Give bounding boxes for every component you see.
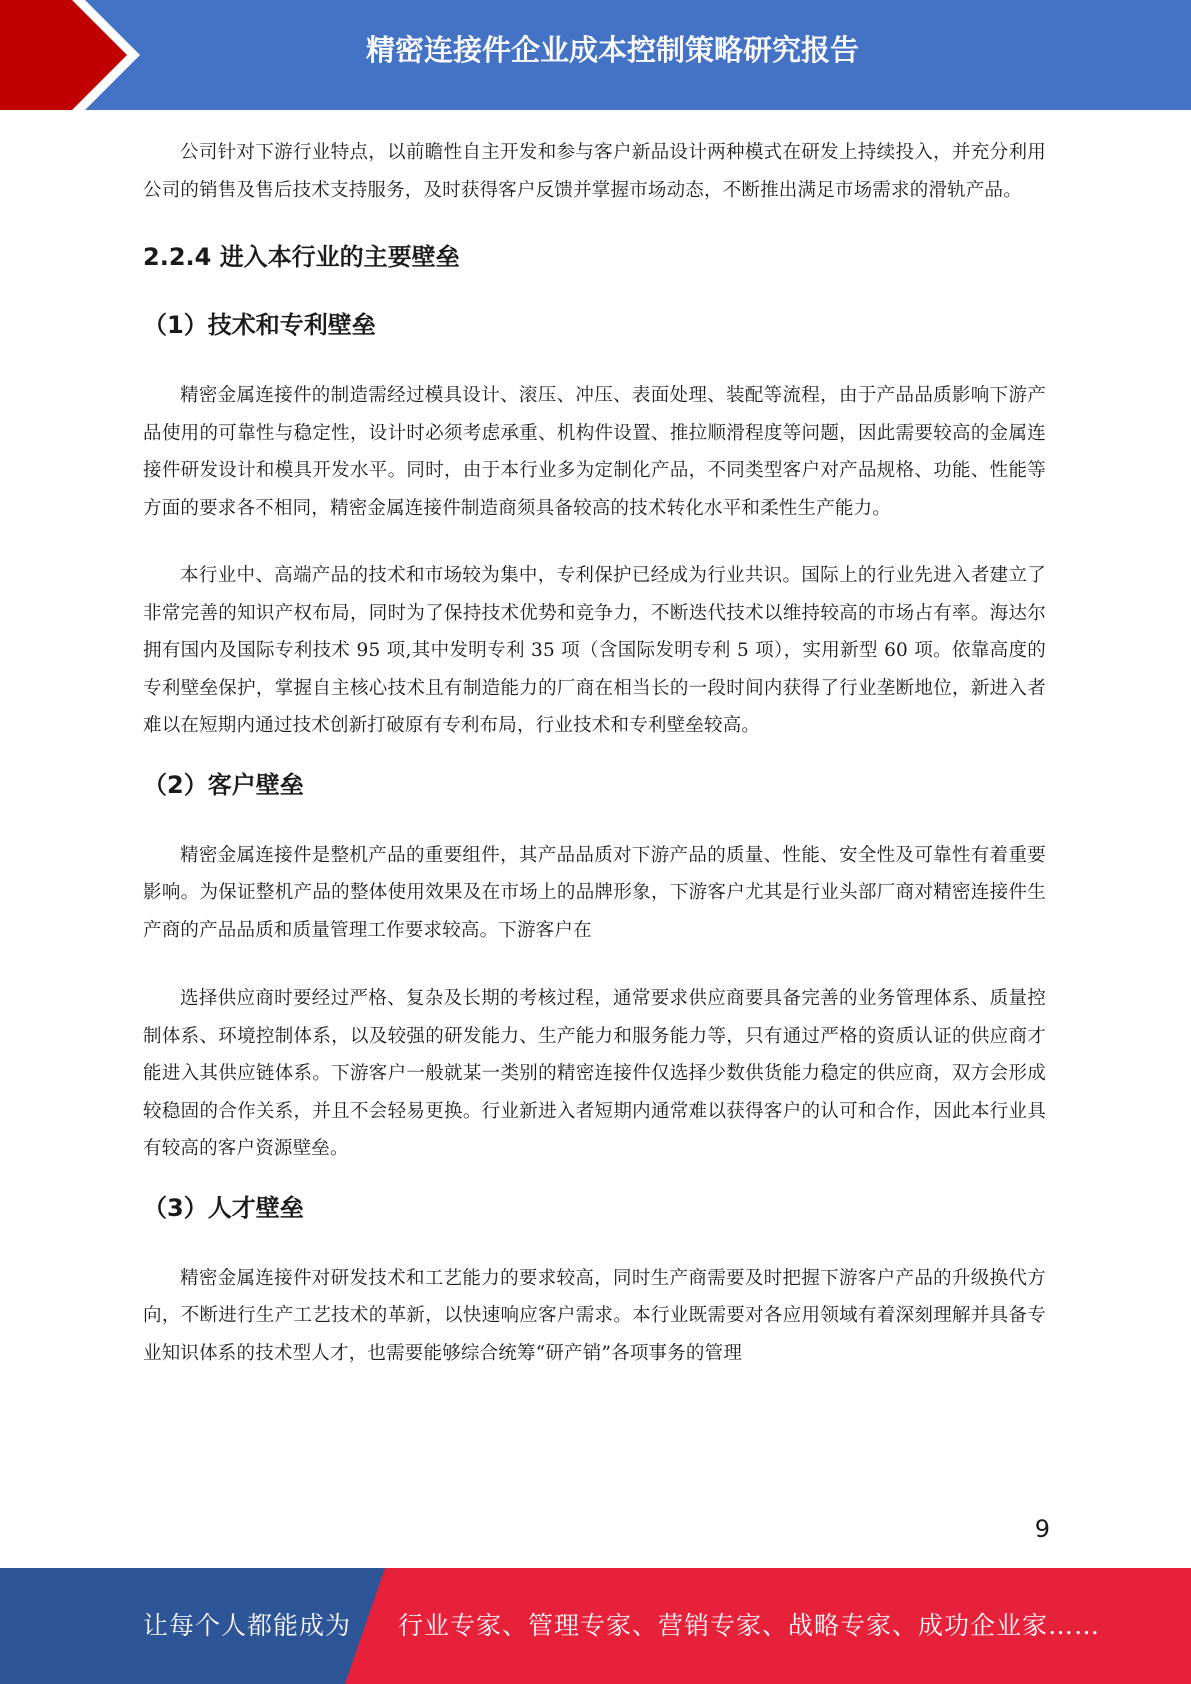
report-title: 精密连接件企业成本控制策略研究报告 <box>365 33 859 67</box>
footer-slogan-left: 让每个人都能成为 <box>143 1611 352 1640</box>
section-heading: 2.2.4 进入本行业的主要壁垒 <box>143 243 460 271</box>
footer-band <box>0 1568 1191 1684</box>
subsection-heading-customer: （2）客户壁垒 <box>143 770 304 799</box>
intro-paragraph: 公司针对下游行业特点，以前瞻性自主开发和参与客户新品设计两种模式在研发上持续投入，并充分利用公司的销售及售后技术支持服务，及时获得客户反馈并掌握市场动态，不断推出满足市场需求的滑轨产品。 <box>143 142 1046 201</box>
customer-paragraph-2: 选择供应商时要经过严格、复杂及长期的考核过程，通常要求供应商要具备完善的业务管理体系、质量控制体系、环境控制体系，以及较强的研发能力、生产能力和服务能力等，只有通过严格的资质认证的供应商才能进入其供应链体系。下游客户一般就某一类别的精密连接件仅选择少数供货能力稳定的供应商，双方会形成较稳固的合作关系，并且不会轻易更换。行业新进入者短期内通常难以获得客户的认可和合作，因此本行业具有较高的客户资源壁垒。 <box>143 988 1046 1159</box>
page-content <box>143 134 1046 1372</box>
page-number: 9 <box>1034 1515 1050 1543</box>
tech-patent-paragraph-1: 精密金属连接件的制造需经过模具设计、滚压、冲压、表面处理、装配等流程，由于产品品质影响下游产品使用的可靠性与稳定性，设计时必须考虑承重、机构件设置、推拉顺滑程度等问题，因此需要较高的金属连接件研发设计和模具开发水平。同时，由于本行业多为定制化产品，不同类型客户对产品规格、功能、性能等方面的要求各不相同，精密金属连接件制造商须具备较高的技术转化水平和柔性生产能力。 <box>143 385 1046 519</box>
tech-patent-paragraph-2: 本行业中、高端产品的技术和市场较为集中，专利保护已经成为行业共识。国际上的行业先进入者建立了非常完善的知识产权布局，同时为了保持技术优势和竞争力，不断迭代技术以维持较高的市场占有率。海达尔拥有国内及国际专利技术 95 项,其中发明专利 35 项（含国际发明专利 5 项），实用新型 60 项。依靠高度的专利壁垒保护，掌握自主核心技术且有制造能力的厂商在相当长的一段时间内获得了行业垄断地位，新进入者难以在短期内通过技术创新打破原有专利布局，行业技术和专利壁垒较高。 <box>143 565 1046 736</box>
header-band <box>0 0 1191 110</box>
footer-slogan-right: 行业专家、管理专家、营销专家、战略专家、成功企业家…… <box>398 1611 1101 1640</box>
subsection-heading-tech-patent: （1）技术和专利壁垒 <box>143 311 376 339</box>
talent-paragraph-1: 精密金属连接件对研发技术和工艺能力的要求较高，同时生产商需要及时把握下游客户产品的升级换代方向，不断进行生产工艺技术的革新，以快速响应客户需求。本行业既需要对各应用领域有着深刻理解并具备专业知识体系的技术型人才，也需要能够综合统筹“研产销”各项事务的管理 <box>143 1267 1046 1364</box>
subsection-heading-talent: （3）人才壁垒 <box>143 1193 304 1222</box>
customer-paragraph-1: 精密金属连接件是整机产品的重要组件，其产品品质对下游产品的质量、性能、安全性及可靠性有着重要影响。为保证整机产品的整体使用效果及在市场上的品牌形象，下游客户尤其是行业头部厂商对精密连接件生产商的产品品质和质量管理工作要求较高。下游客户在 <box>143 844 1046 941</box>
